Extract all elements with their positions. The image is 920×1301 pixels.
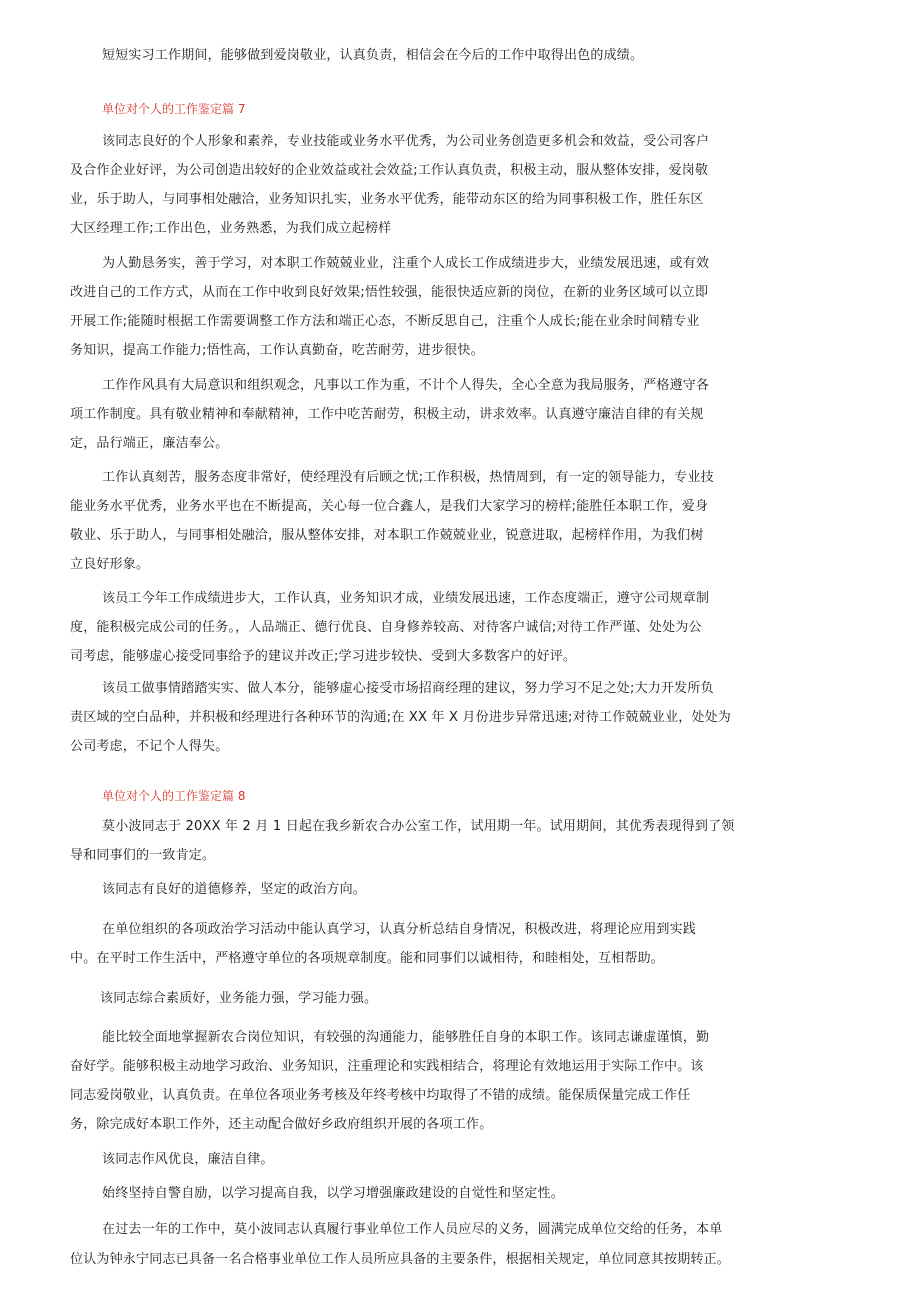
s8-p8-line-1: 在过去一年的工作中，莫小波同志认真履行事业单位工作人员应尽的义务，圆满完成单位交给的任务，本单: [102, 1222, 723, 1237]
s7-p2-line-4: 务知识，提高工作能力;悟性高，工作认真勤奋，吃苦耐劳，进步很快。: [70, 343, 484, 358]
s8-p8-line-2: 位认为钟永宁同志已具备一名合格事业单位工作人员所应具备的主要条件，根据相关规定，单位同意其按期转正。: [70, 1252, 731, 1267]
s7-p2-line-2: 改进自己的工作方式，从而在工作中收到良好效果;悟性较强，能很快适应新的岗位，在新的业务区域可以立即: [70, 285, 709, 300]
s8-p1-line-2: 导和同事们的一致肯定。: [70, 848, 216, 863]
s7-p5-line-1: 该员工今年工作成绩进步大，工作认真，业务知识才成，业绩发展迅速，工作态度端正，遵守公司规章制: [102, 591, 710, 606]
s7-p6-line-2: 责区域的空白品种，并积极和经理进行各种环节的沟通;在 XX 年 X 月份进步异常迅速;对待工作兢兢业业，处处为: [70, 710, 732, 725]
s8-p3-line-2: 中。在平时工作生活中，严格遵守单位的各项规章制度。能和同事们以诚相待，和睦相处，互相帮助。: [70, 951, 665, 966]
s8-p5-line-4: 务，除完成好本职工作外，还主动配合做好乡政府组织开展的各项工作。: [70, 1117, 493, 1132]
s7-p4-line-4: 立良好形象。: [70, 557, 150, 572]
s7-p1-line-2: 及合作企业好评，为公司创造出较好的企业效益或社会效益;工作认真负责，积极主动，服从整体安排，爱岗敬: [70, 163, 709, 178]
s7-p1-line-4: 大区经理工作;工作出色，业务熟悉，为我们成立起榜样: [70, 221, 392, 236]
s7-p1-line-3: 业，乐于助人，与同事相处融洽，业务知识扎实，业务水平优秀，能带动东区的给为同事积极工作，胜任东区: [70, 192, 704, 207]
s8-p4-line-1: 该同志综合素质好，业务能力强，学习能力强。: [100, 991, 378, 1006]
s7-p2-line-3: 开展工作;能随时根据工作需要调整工作方法和端正心态，不断反思自己，注重个人成长;能在业余时间精专业: [70, 314, 700, 329]
s8-p5-line-2: 奋好学。能够积极主动地学习政治、业务知识，注重理论和实践相结合，将理论有效地运用于实际工作中。该: [70, 1059, 704, 1074]
s7-p6-line-1: 该员工做事情踏踏实实、做人本分，能够虚心接受市场招商经理的建议，努力学习不足之处;大力开发所负: [102, 681, 714, 696]
s7-p3-line-2: 项工作制度。具有敬业精神和奉献精神，工作中吃苦耐劳，积极主动，讲求效率。认真遵守廉洁自律的有关规: [70, 407, 704, 422]
s7-p4-line-2: 能业务水平优秀，业务水平也在不断提高，关心每一位合鑫人，是我们大家学习的榜样;能胜任本职工作，爱身: [70, 499, 709, 514]
s7-p5-line-2: 度，能积极完成公司的任务。，人品端正、德行优良、自身修养较高、对待客户诚信;对待工作严谨、处处为公: [70, 620, 702, 635]
s8-p5-line-3: 同志爱岗敬业，认真负责。在单位各项业务考核及年终考核中均取得了不错的成绩。能保质保量完成工作任: [70, 1088, 691, 1103]
s7-p2-line-1: 为人勤恳务实，善于学习，对本职工作兢兢业业，注重个人成长工作成绩进步大，业绩发展迅速，或有效: [102, 256, 710, 271]
s7-p4-line-1: 工作认真刻苦，服务态度非常好，使经理没有后顾之忧;工作积极，热情周到，有一定的领导能力，专业技: [102, 470, 714, 485]
s7-p6-line-3: 公司考虑，不记个人得失。: [70, 739, 229, 754]
s7-p1-line-1: 该同志良好的个人形象和素养，专业技能或业务水平优秀，为公司业务创造更多机会和效益，受公司客户: [102, 134, 710, 149]
s7-p3-line-3: 定，品行端正，廉洁奉公。: [70, 436, 229, 451]
s8-p1-line-1: 莫小波同志于 20XX 年 2 月 1 日起在我乡新农合办公室工作，试用期一年。试用期间，其优秀表现得到了领: [102, 819, 735, 834]
s8-p3-line-1: 在单位组织的各项政治学习活动中能认真学习，认真分析总结自身情况，积极改进，将理论应用到实践: [102, 922, 697, 937]
s8-p6-line-1: 该同志作风优良，廉洁自律。: [102, 1152, 274, 1167]
s8-p2-line-1: 该同志有良好的道德修养，坚定的政治方向。: [102, 882, 367, 897]
s8-p5-line-1: 能比较全面地掌握新农合岗位知识，有较强的沟通能力，能够胜任自身的本职工作。该同志谦虚谨慎，勤: [102, 1030, 710, 1045]
s7-p3-line-1: 工作作风具有大局意识和组织观念，凡事以工作为重，不计个人得失，全心全意为我局服务，严格遵守各: [102, 378, 710, 393]
s7-p4-line-3: 敬业、乐于助人，与同事相处融洽，服从整体安排，对本职工作兢兢业业，锐意进取，起榜样作用，为我们树: [70, 528, 704, 543]
section-8-heading: 单位对个人的工作鉴定篇 8: [102, 789, 246, 803]
intro-line: 短短实习工作期间，能够做到爱岗敬业，认真负责，相信会在今后的工作中取得出色的成绩。: [102, 48, 644, 63]
s7-p5-line-3: 司考虑，能够虚心接受同事给予的建议并改正;学习进步较快、受到大多数客户的好评。: [70, 649, 577, 664]
section-7-heading: 单位对个人的工作鉴定篇 7: [102, 102, 246, 116]
s8-p7-line-1: 始终坚持自警自励，以学习提高自我，以学习增强廉政建设的自觉性和坚定性。: [102, 1186, 565, 1201]
